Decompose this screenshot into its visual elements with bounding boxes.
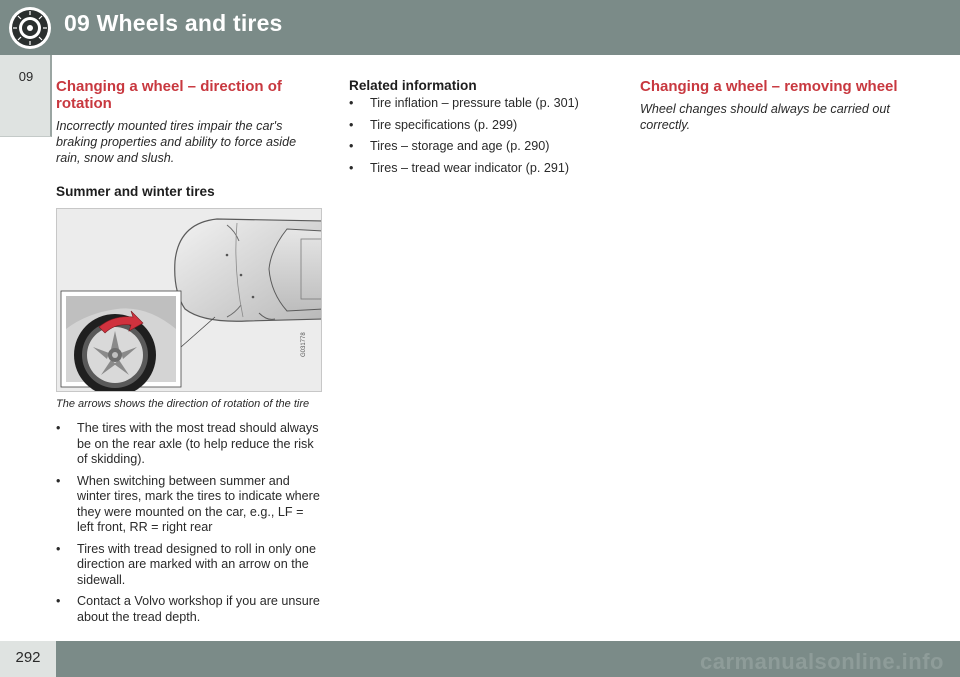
- figure-caption: The arrows shows the direction of rotation of the tire: [56, 398, 310, 410]
- list-item: • When switching between summer and winter tires, mark the tires to indicate where they were mounted on the car, e.g., LF = left front, RR = right rear: [56, 473, 320, 534]
- car-top-view: [175, 219, 322, 321]
- chapter-title: 09 Wheels and tires: [64, 10, 283, 36]
- related-link-storage-age[interactable]: • Tires – storage and age (p. 290): [349, 139, 550, 153]
- section-intro-direction: Incorrectly mounted tires impair the car's braking properties and ability to force aside rain, snow and slush.: [56, 119, 297, 165]
- bullet: •: [56, 541, 61, 556]
- bullet: •: [349, 139, 354, 153]
- tire-rotation-drawing: [57, 209, 322, 392]
- column-direction-of-rotation: [56, 78, 322, 631]
- bullet: •: [56, 421, 61, 435]
- tire-icon: [8, 6, 52, 50]
- list-item: • Tires with tread designed to roll in only one direction are marked with an arrow on the sidewall.: [56, 541, 316, 587]
- related-info-heading: Related information: [349, 78, 477, 93]
- column-removing-wheel: [640, 78, 910, 133]
- section-intro-removing: Wheel changes should always be carried out correctly.: [640, 102, 890, 132]
- bullet: •: [349, 96, 354, 110]
- page-header: [0, 0, 960, 55]
- related-links-list: [349, 96, 599, 176]
- bullet: •: [349, 117, 354, 132]
- list-item: • The tires with the most tread should always be on the rear axle (to help reduce the risk of skidding).: [56, 421, 319, 466]
- bullet: •: [56, 594, 61, 608]
- wheel-inset: [61, 291, 181, 392]
- watermark: carmanualsonline.info: [700, 649, 944, 674]
- section-heading-removing: Changing a wheel – removing wheel: [640, 78, 898, 95]
- subheading-summer-winter: Summer and winter tires: [56, 184, 215, 199]
- bullet: •: [56, 473, 61, 488]
- page-number: 292: [15, 649, 41, 666]
- bullet: •: [349, 160, 354, 175]
- summer-winter-bullets: [56, 421, 322, 625]
- chapter-tab-label: 09: [18, 69, 34, 84]
- list-item: • Contact a Volvo workshop if you are unsure about the tread depth.: [56, 594, 320, 624]
- related-link-inflation[interactable]: • Tire inflation – pressure table (p. 301): [349, 96, 579, 110]
- section-heading-direction: Changing a wheel – direction of rotation: [56, 78, 282, 112]
- tire-rotation-illustration: [56, 208, 322, 392]
- chapter-tab[interactable]: [0, 55, 52, 137]
- figure-code: G031778: [301, 332, 307, 357]
- column-related-information: [349, 78, 599, 182]
- related-link-tread-wear[interactable]: • Tires – tread wear indicator (p. 291): [349, 160, 570, 175]
- related-link-specifications[interactable]: • Tire specifications (p. 299): [349, 117, 518, 132]
